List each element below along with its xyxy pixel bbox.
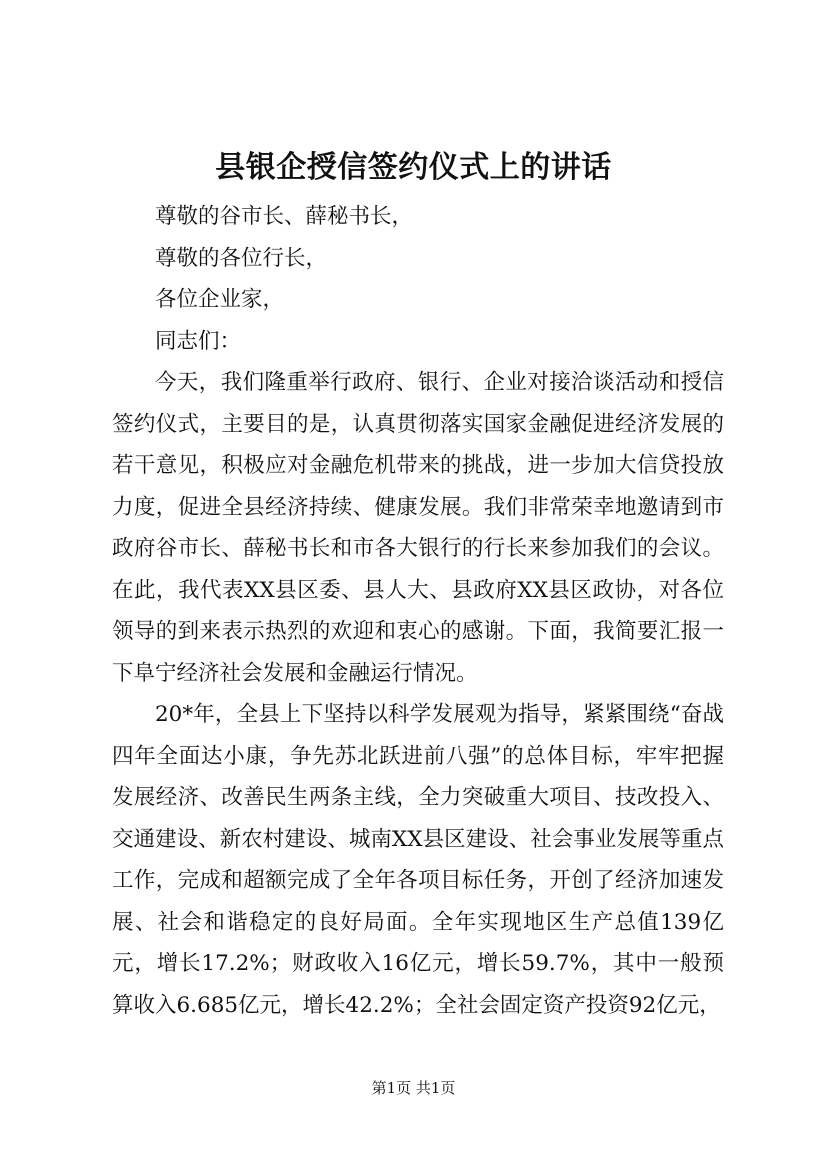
body-paragraph: 今天，我们隆重举行政府、银行、企业对接洽谈活动和授信签约仪式，主要目的是，认真贯彻落实国家金融促进经济发展的若干意见，积极应对金融危机带来的挑战，进一步加大信贷投放力度，促进全县经济持续、健康发展。我们非常荣幸地邀请到市政府谷市长、薛秘书长和市各大银行的行长来参加我们的会议。在此，我代表XX县区委、县人大、县政府XX县区政协，对各位领导的到来表示热烈的欢迎和衷心的感谢。下面，我简要汇报一下阜宁经济社会发展和金融运行情况。 [112,370,724,686]
document-body [112,196,724,1026]
page-footer: 第1页 共1页 [371,1079,456,1097]
document-title: 县银企授信签约仪式上的讲话 [215,150,612,185]
salutation-line: 尊敬的各位行长， [155,245,328,271]
salutation-line: 尊敬的谷市长、薛秘书长， [155,204,414,229]
body-paragraph: 20*年，全县上下坚持以科学发展观为指导，紧紧围绕“奋战四年全面达小康，争先苏北跃进前八强”的总体目标，牢牢把握发展经济、改善民生两条主线，全力突破重大项目、技改投入、交通建设、新农村建设、城南XX县区建设、社会事业发展等重点工作，完成和超额完成了全年各项目标任务，开创了经济加速发展、社会和谐稳定的良好局面。全年实现地区生产总值139亿元，增长17.2%；财政收入16亿元，增长59.7%，其中一般预算收入6.685亿元，增长42.2%；全社会固定资产投资92亿元， [112,702,724,1018]
salutation-line: 各位企业家， [155,287,285,312]
salutation-line: 同志们： [155,328,242,354]
